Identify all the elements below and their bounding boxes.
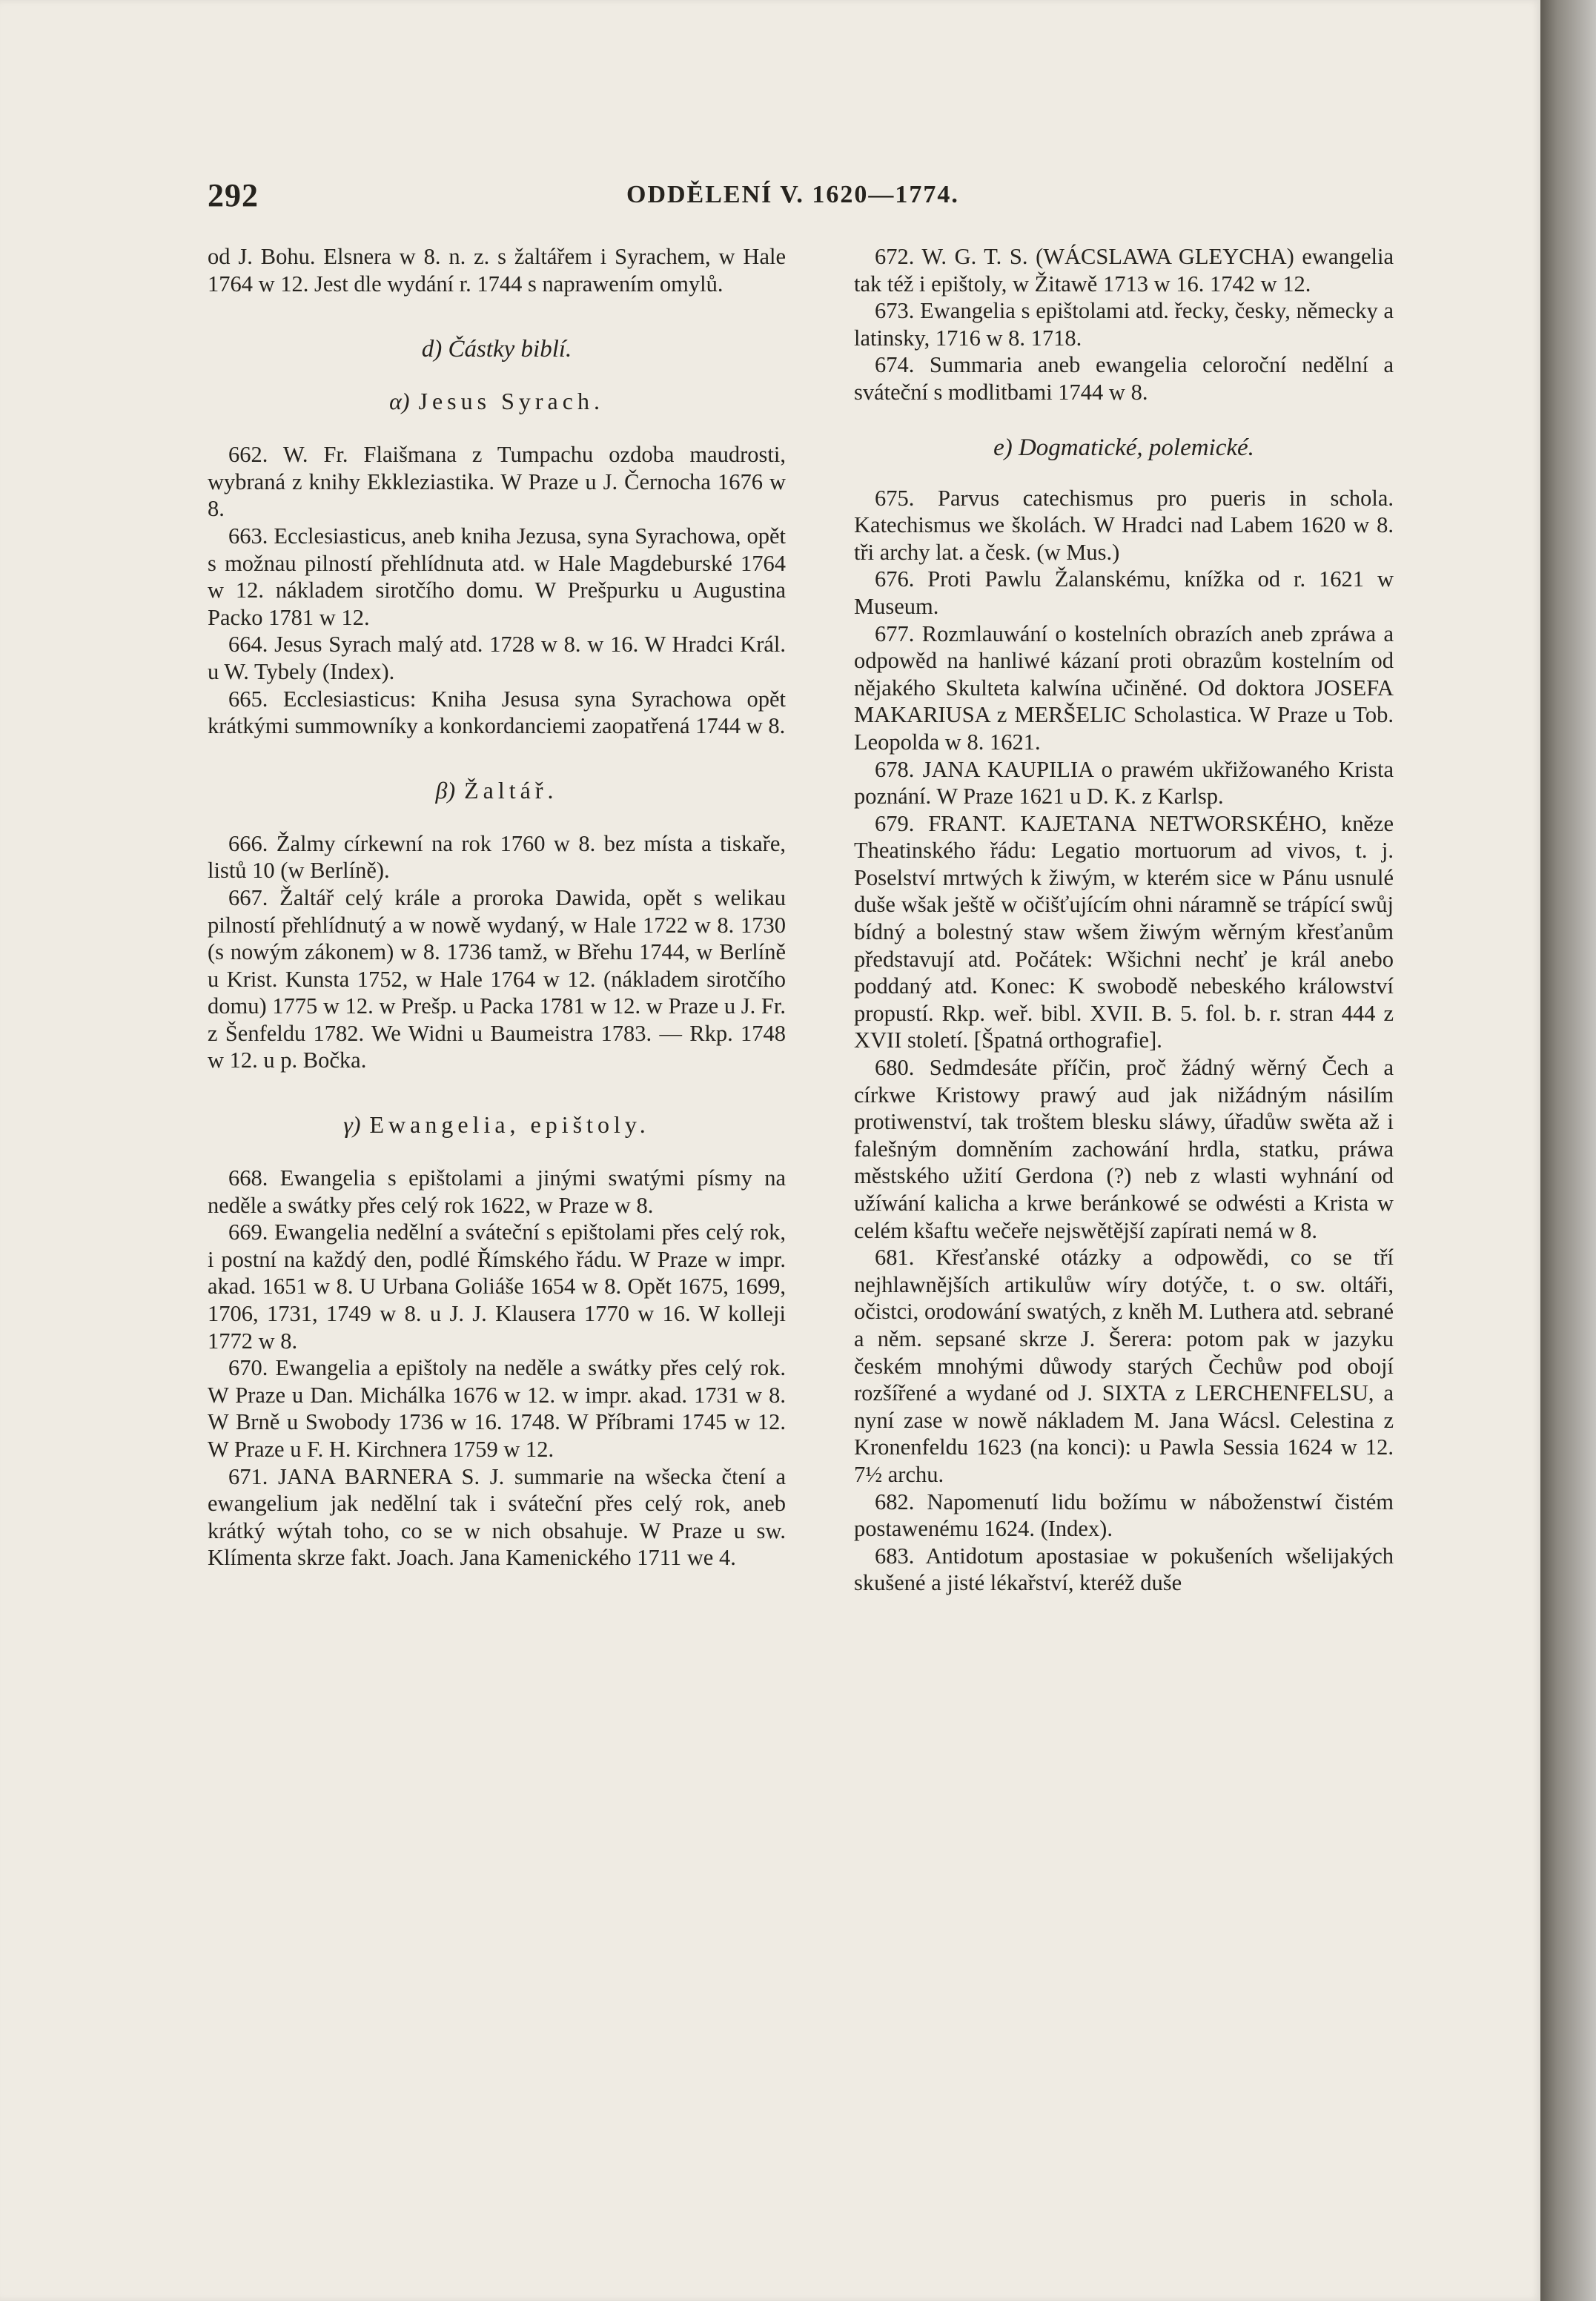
subsection-heading-beta — [208, 775, 786, 805]
subsection-title: Jesus Syrach. — [418, 388, 604, 415]
entry-663: 663. Ecclesiasticus, aneb kniha Jezusa, syna Syrachowa, opět s možnau pilností přehlídnuta atd. w Hale Magdeburské 1764 w 12. nákladem sirotčího domu. W Prešpurku u Augustina Packo 1781 w 12. — [208, 523, 786, 630]
subsection-title: Ewangelia, epištoly. — [369, 1111, 650, 1139]
entry-668: 668. Ewangelia s epištolami a jinými swatými písmy na neděle a swátky přes celý rok 1622, w Praze w 8. — [208, 1165, 786, 1218]
entry-681: 681. Křesťanské otázky a odpowědi, co se tří nejhlawnějších artikulůw wíry dotýče, t. o sw. oltáři, očistci, orodowání swatých, z kněh M. Luthera atd. sebrané a něm. sepsané skrze J. Šerera: potom pak w jazyku českém mnohými důwody starých Čechůw pod obojí rozšířené a wydané od J. SIXTA z LERCHENFELSU, a nyní zase w nowě nákladem M. Jana Wácsl. Celestina z Kronenfeldu 1623 (na konci): u Pawla Sessia 1624 w 12. 7½ archu. — [854, 1245, 1394, 1487]
subsection-title: Žaltář. — [464, 776, 558, 804]
page-number: 292 — [208, 177, 259, 213]
subsection-heading-alpha — [208, 386, 786, 416]
entry-667: 667. Žaltář celý krále a proroka Dawida, opět s welikau pilností přehlídnutý a w nowě wydaný, w Hale 1722 w 8. 1730 (s nowým zákonem) w 8. 1736 tamž, w Břehu 1744, w Berlíně u Krist. Kunsta 1752, w Hale 1764 w 12. (nákladem sirotčího domu) 1775 w 12. w Prešp. u Packa 1781 w 12. w Praze u J. Fr. z Šenfeldu 1782. We Widni u Baumeistra 1783. — Rkp. 1748 w 12. u p. Bočka. — [208, 884, 786, 1073]
entry-680: 680. Sedmdesáte příčin, proč žádný wěrný Čech a církwe Kristowy prawý aud jak nižádným násilím protiwenství, tak troštem blesku sláwy, úřadůw swěta až i falešným domněním zachowání hrdla, statku, práwa městského užití Gerdona (?) neb z wlasti wyhnání od užíwání kalicha a krwe beránkowé se odwésti a Krista w celém kšaftu wečeře nejswětější zapírati nemá w 8. — [854, 1055, 1394, 1243]
entry-683: 683. Antidotum apostasiae w pokušeních wšelijakých skušené a jisté lékařství, kteréž duše — [854, 1543, 1394, 1596]
entry-666: 666. Žalmy církewní na rok 1760 w 8. bez místa a tiskaře, listů 10 (w Berlíně). — [208, 830, 786, 884]
entry-664: 664. Jesus Syrach malý atd. 1728 w 8. w 16. W Hradci Král. u W. Tybely (Index). — [208, 632, 786, 684]
book-spine-edge — [1540, 0, 1596, 2301]
entry-670: 670. Ewangelia a epištoly na neděle a swátky přes celý rok. W Praze u Dan. Michálka 1676 w 12. w impr. akad. 1731 w 8. W Brně u Swobody 1736 w 16. 1748. W Příbrami 1745 w 12. W Praze u F. H. Kirchnera 1759 w 12. — [208, 1355, 786, 1462]
page-header — [208, 176, 1394, 221]
entry-intro: od J. Bohu. Elsnera w 8. n. z. s žaltářem i Syrachem, w Hale 1764 w 12. Jest dle wydání r. 1744 s naprawením omylů. — [208, 244, 786, 297]
subsection-marker: α) — [389, 388, 410, 415]
entry-665: 665. Ecclesiasticus: Kniha Jesusa syna Syrachowa opět krátkými summowníky a konkordanciemi zaopatřená 1744 w 8. — [208, 686, 786, 739]
running-head: ODDĚLENÍ V. 1620—1774. — [626, 181, 959, 208]
entry-673: 673. Ewangelia s epištolami atd. řecky, česky, německy a latinsky, 1716 w 8. 1718. — [854, 298, 1394, 351]
entry-677: 677. Rozmlauwání o kostelních obrazích aneb zpráwa a odpowěd na hanliwé kázaní proti obrazům kostelním od nějakého Skulteta kalwína učiněné. Od doktora JOSEFA MAKARIUSA z MERŠELIC Scholastica. W Praze u Tob. Leopolda w 8. 1621. — [854, 620, 1394, 755]
entry-669: 669. Ewangelia nedělní a sváteční s epištolami přes celý rok, i postní na každý den, podlé Římského řádu. W Praze w impr. akad. 1651 w 8. U Urbana Goliáše 1654 w 8. Opět 1675, 1699, 1706, 1731, 1749 w 8. u J. J. Klausera 1770 w 16. W kolleji 1772 w 8. — [208, 1219, 786, 1354]
entry-671: 671. JANA BARNERA S. J. summarie na wšecka čtení a ewangelium jak nedělní tak i sváteční přes celý rok, aneb krátký wýtah toho, co se w nich obsahuje. W Praze u sw. Klímenta skrze fakt. Joach. Jana Kamenického 1711 we 4. — [208, 1463, 786, 1571]
entry-676: 676. Proti Pawlu Žalanskému, knížka od r. 1621 w Museum. — [854, 566, 1394, 619]
entry-672: 672. W. G. T. S. (WÁCSLAWA GLEYCHA) ewangelia tak též i epištoly, w Žitawě 1713 w 16. 1742 w 12. — [854, 244, 1394, 297]
entry-662: 662. W. Fr. Flaišmana z Tumpachu ozdoba maudrosti, wybraná z knihy Ekkleziastika. W Praze u J. Černocha 1676 w 8. — [208, 442, 786, 522]
subsection-heading-gamma — [208, 1110, 786, 1139]
subsection-marker: β) — [435, 776, 456, 804]
left-column — [208, 243, 786, 2067]
section-heading-d: d) Částky biblí. — [421, 336, 572, 363]
section-heading-e: e) Dogmatické, polemické. — [993, 434, 1254, 461]
right-column — [854, 243, 1394, 2067]
entry-679: 679. FRANT. KAJETANA NETWORSKÉHO, kněze Theatinského řádu: Legatio mortuorum ad vivos, t. j. Poselství mrtwých k žiwým, w kterém sice w Pánu usnulé duše wšak ještě w očišťujícím ohni náramně se trápící swůj bídný a bolestný staw wšem žiwým wěrným křesťanům představují atd. Počátek: Wšichni nechť je král anebo poddaný atd. Konec: K swobodě nebeského králowství propustí. Rkp. weř. bibl. XVII. B. 5. fol. b. r. stran 444 z XVII století. [Špatná orthografie]. — [854, 810, 1394, 1053]
entry-682: 682. Napomenutí lidu božímu w náboženstwí čistém postawenému 1624. (Index). — [854, 1489, 1394, 1542]
entry-678: 678. JANA KAUPILIA o prawém ukřižowaného Krista poznání. W Praze 1621 u D. K. z Karlsp. — [854, 756, 1394, 810]
entry-675: 675. Parvus catechismus pro pueris in schola. Katechismus we školách. W Hradci nad Labem 1620 w 8. tři archy lat. a česk. (w Mus.) — [854, 485, 1394, 565]
entry-674: 674. Summaria aneb ewangelia celoroční nedělní a sváteční s modlitbami 1744 w 8. — [854, 352, 1394, 405]
subsection-marker: γ) — [343, 1111, 361, 1139]
